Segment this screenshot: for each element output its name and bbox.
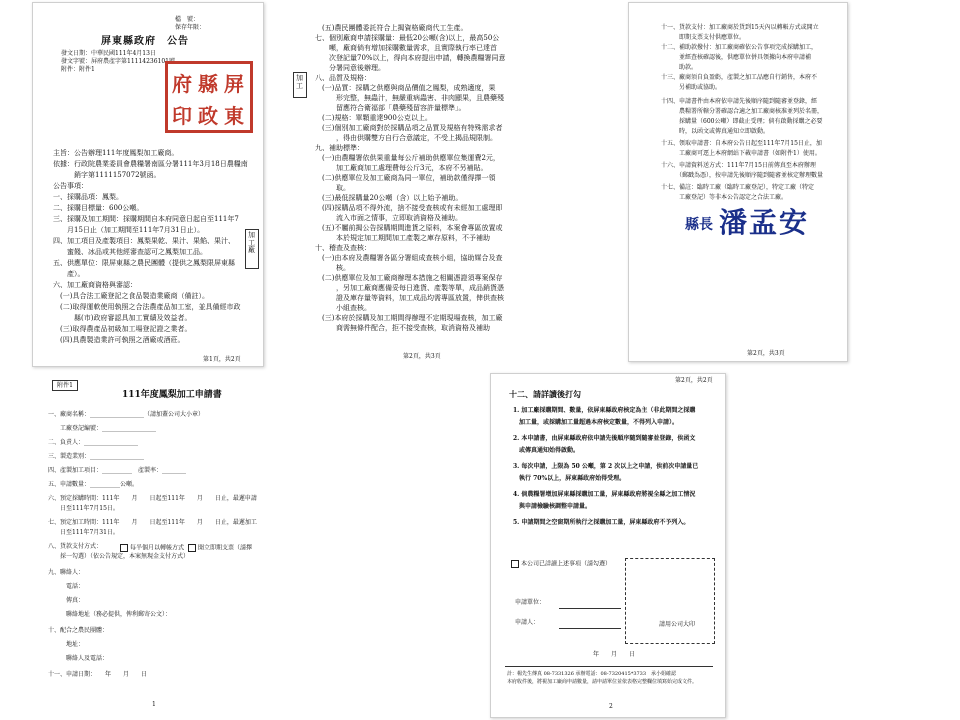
- footer-divider: [505, 666, 713, 667]
- text-line: 次登記量70%以上，得向本府提出申請，轉換農糧署同意: [315, 54, 506, 62]
- contact-info: 計：楊先生傳真 08-7331326 承辦電話：08-7320415*3733 承小姐確認: [507, 671, 677, 677]
- text-line: 十、稽查及查核：: [315, 244, 371, 252]
- notice-item-3: 3. 每次申請，上限為 50 公噸，第 2 次以上之申請，俟前次申請量已: [513, 463, 699, 470]
- text-line: 七、個別廠商申請採購量：最低20公噸(含)以上，最高50公: [315, 34, 500, 42]
- signature-title: 縣長: [685, 217, 713, 233]
- applicant-unit-line[interactable]: [559, 608, 621, 609]
- quantity-field[interactable]: 五、申請數量：__________公噸。: [48, 481, 139, 488]
- text-line: 即期支票支付供應單位。: [661, 34, 746, 41]
- announcement-title: 屏東縣政府 公告: [101, 36, 189, 47]
- notice-item-4: 4. 倘農糧署增加屏東縣採購加工量，屏東縣政府將視全縣之加工情況: [513, 491, 696, 498]
- attachment-label: 附件：附件1: [61, 66, 95, 73]
- text-line: ，得由供購雙方自行合意議定，不受上揭品規限制。: [315, 134, 497, 142]
- applicant-line[interactable]: [559, 628, 621, 629]
- text-line: 十五、領取申請書：自本府公告日起至111年7月15日止，加: [661, 140, 822, 147]
- issue-date: 發文日期：中華民國111年4月13日: [61, 50, 156, 57]
- application-form-page: [28, 372, 268, 718]
- purchase-period-note: 日至111年7月15日。: [48, 505, 119, 512]
- payment-method-note: 採一勾選）（依公告規定，本案無現金支付方式）: [48, 553, 190, 560]
- magistrate-signature: 潘孟安: [719, 206, 810, 239]
- text-line: (一)品質：採購之供應與商品價值之鳳梨，成熟適度，果: [315, 84, 496, 92]
- text-line: 三、採購及加工期間：採購期間自本府同意日起自至111年7: [53, 215, 239, 223]
- page-footer: 第1頁，共2頁: [203, 356, 241, 363]
- text-line: 農糧署所轄分署確認合適之加工廠商核准並列於名冊，: [661, 108, 824, 115]
- notice-item-2: 2. 本申請書，由屏東縣政府依申請先後順序隨到隨審並登錄，俟函文: [513, 435, 696, 442]
- text-line: (一)由本府及農糧署各區分署組成查核小組，協助媒合及查: [315, 254, 503, 262]
- text-line: 產）。: [53, 270, 85, 278]
- text-line: 月15日止（加工期間至111年7月31日止）。: [53, 226, 205, 234]
- page-number: 2: [609, 703, 613, 710]
- payment-option-check[interactable]: 開立即期支票（請擇: [188, 544, 252, 552]
- text-line: 八、品質及規格：: [315, 74, 371, 82]
- notice-heading: 十二、請詳讀後打勾: [509, 389, 581, 399]
- text-line: 流入市面之情事，立即取消資格及補助。: [315, 214, 462, 222]
- text-line: (二)規格：單顆重達900公克以上。: [315, 114, 432, 122]
- group-contact-field[interactable]: 聯絡人及電話：: [48, 655, 109, 662]
- margin-stamp: 加工: [293, 72, 307, 98]
- text-line: 小組查核。: [315, 304, 371, 312]
- text-line: 一、採購品項：鳳梨。: [53, 193, 123, 201]
- fax-field[interactable]: 傳真：: [48, 597, 85, 604]
- text-line: (五)農民團體委託符合上揭資格廠商代工生產。: [315, 24, 468, 32]
- text-line: 本於規定加工期間加工產製之庫存原料，不予補助: [315, 234, 490, 242]
- text-line: (二)取得運軟使用執照之合法農產品加工室，並具備經市政: [53, 303, 241, 311]
- text-line: 五、供應單位：限屏東縣之農民團體（提供之鳳梨限屏東縣: [53, 259, 235, 267]
- issue-number: 發文字號：屏府農產字第11114236101號: [61, 58, 175, 65]
- text-line: 公告事項：: [53, 182, 88, 190]
- checkbox-icon[interactable]: [120, 544, 128, 552]
- text-line: 蜜餞、冰品或其他經審查認可之鳳梨加工品。: [53, 248, 207, 256]
- text-line: 並經查核確認後，供應單位併具領據向本府申請補: [661, 54, 812, 61]
- company-name-field[interactable]: 一、廠商名稱：__________________（請加蓋公司大小章）: [48, 411, 205, 418]
- text-line: 十七、備註：臨時工廠（臨時工廠登記），特定工廠（特定: [661, 184, 815, 191]
- page-footer: 第2頁，共3頁: [747, 350, 785, 357]
- group-address-field[interactable]: 地址：: [48, 641, 85, 648]
- page-footer-top: 第2頁，共2頁: [675, 377, 713, 384]
- text-line: 形完整，無蟲汁，無嚴重病蟲害、非肉顯果，且農藥殘: [315, 94, 504, 102]
- confirm-checkbox[interactable]: 本公司已詳讀上述事項（請勾選）: [511, 560, 611, 568]
- page-number: 1: [152, 701, 156, 708]
- text-line: （郵戳為憑），按申請先後順序隨到隨審並核定辦理數量: [661, 172, 824, 179]
- county-government-seal: 屏 東 縣 政 府 印: [165, 61, 253, 133]
- text-line: 取。: [315, 184, 350, 192]
- text-line: 十二、補助款撥付：加工廠商確依公告事項完成採購加工，: [661, 44, 818, 51]
- margin-stamp: 加工廠: [245, 229, 259, 269]
- text-line: (一)具合法工廠登記之食品製造業廠商（備註）。: [53, 292, 209, 300]
- text-line: 六、加工廠商資格與審認：: [53, 281, 137, 289]
- text-line: 噸，廠商倘有增加採購數量需求，且實際執行率已達首: [315, 44, 497, 52]
- text-line: 工廠商可逕上本府網站下載申請書（如附件1）使用。: [661, 150, 821, 157]
- applicant-label: 申請人：: [515, 619, 540, 626]
- text-line: 採購量（600公噸）即截止受理；倘有啟動採購之必要: [661, 118, 823, 125]
- text-line: 依據：行政院農業委員會農糧署南區分署111年3月18日農糧南: [53, 160, 248, 168]
- applicant-unit-label: 申請單位：: [515, 599, 546, 606]
- text-line: (四)具農製造業許可執照之酒廠或酒莊。: [53, 336, 185, 344]
- announcement-page-2: [293, 2, 558, 367]
- checkbox-icon[interactable]: [511, 560, 519, 568]
- text-line: (二)供應單位及加工廠商為同一單位，補助款僅得擇一領: [315, 174, 496, 182]
- industry-type-field[interactable]: 三、製造業別：__________________: [48, 453, 145, 460]
- text-line: 留應符合衛福部「農藥殘留容許量標準」。: [315, 104, 466, 112]
- processing-period-note: 日至111年7月31日。: [48, 529, 119, 536]
- text-line: (三)最低採購量20公噸（含）以上始予補助。: [315, 194, 463, 202]
- text-line: (五)不屬前揭公告採購期間進貨之原料，本案會專區放置或: [315, 224, 503, 232]
- text-line: 核。: [315, 264, 350, 272]
- text-line: 助款。: [661, 64, 698, 71]
- attachment-badge: 附件1: [52, 380, 78, 391]
- form-title: 111年度鳳梨加工申請書: [122, 390, 222, 400]
- checkbox-icon[interactable]: [188, 544, 196, 552]
- notice-item-1-cont: 加工量，或採購加工量超過本府核定數量，不得列入申請）。: [513, 419, 679, 426]
- signature-date: 年 月 日: [593, 651, 636, 658]
- company-seal-box[interactable]: [625, 558, 715, 644]
- file-number: 檔 號：: [175, 16, 200, 23]
- processing-period-field[interactable]: 七、預定加工時間：111年 月 日起至111年 月 日止，最遲加工: [48, 519, 257, 526]
- processing-item-field[interactable]: 四、產製加工項目：__________ 產製率：________: [48, 467, 187, 474]
- text-line: 十六、申請資料送方式：111年7月15日前傳真至本府辦理: [661, 162, 816, 169]
- contact-person-field[interactable]: 九、聯絡人：: [48, 569, 85, 576]
- text-line: ，另加工廠商應備妥每日進貨、產製等單，成品銷貨憑: [315, 284, 504, 292]
- text-line: 四、加工項目及產製項目：鳳梨果乾、果汁、果餡、果汁、: [53, 237, 235, 245]
- text-line: 九、補助標準：: [315, 144, 364, 152]
- application-date-field[interactable]: 十一、申請日期： 年 月 日: [48, 671, 148, 678]
- text-line: 商需無條件配合，拒不接受查核，取消資格及補助: [315, 324, 490, 332]
- announcement-page-3: [628, 2, 848, 362]
- text-line: 二、採購目標量：600公噸。: [53, 204, 144, 212]
- text-line: 加工廠商加工處理費每公斤3元，本府不另補貼。: [315, 164, 488, 172]
- text-line: (三)取得農產品初級加工場登記證之業者。: [53, 325, 192, 333]
- retention-period: 保存年限：: [175, 24, 206, 31]
- address-field[interactable]: 聯絡地址（務必提供，俾利郵寄公文）：: [48, 611, 172, 618]
- text-line: 銷字第1111157072號函。: [53, 171, 161, 179]
- text-line: 工廠登記）等非本公告認定之合法工廠。: [661, 194, 788, 201]
- payment-option-transfer[interactable]: 每半個月以轉帳方式: [120, 544, 184, 552]
- text-line: 十四、申請書件由本府依申請先後順序隨到隨審並登錄，經: [661, 98, 818, 105]
- notice-item-5: 5. 申請期間之空窗期所執行之採購加工量，屏東縣政府不予列入。: [513, 519, 690, 526]
- text-line: 另補助或協助。: [661, 84, 722, 91]
- farmer-group-field[interactable]: 十、配合之農民團體：: [48, 627, 109, 634]
- text-line: 十一、貨款支付：加工廠商於貨到15天內以轉帳方式或開立: [661, 24, 819, 31]
- company-seal-label: 請用公司大印: [659, 621, 696, 628]
- purchase-period-field[interactable]: 六、預定採購時間：111年 月 日起至111年 月 日止，最遲申請: [48, 495, 257, 502]
- text-line: (三)本府於採購及加工期間得辦理不定期現場查核，加工廠: [315, 314, 503, 322]
- text-line: (三)個別加工廠商對於採購品項之品質及規格有特殊需求者: [315, 124, 503, 132]
- text-line: 主旨：公告辦理111年度鳳梨加工廠商。: [53, 149, 179, 157]
- responsible-person-field[interactable]: 二、負責人：__________________: [48, 439, 139, 446]
- notice-item-1: 1. 加工廠採購期間、數量，依屏東縣政府核定為主（非此期間之採購: [513, 407, 696, 414]
- payment-method-label: 八、貨款支付方式：: [48, 543, 103, 550]
- factory-registration-field[interactable]: 工廠登記編號：__________________: [48, 425, 157, 432]
- announcement-page-1: [32, 2, 264, 367]
- text-line: 十三、廠商須自負盈虧，產製之加工品應自行銷售，本府不: [661, 74, 818, 81]
- page-footer: 第2頁，共3頁: [403, 353, 441, 360]
- footer-note: 本府收件後，將視加工廠商申請數量，請申請單位並依表格完整欄位填寫始完成文件。: [507, 679, 698, 685]
- notice-page: [490, 373, 726, 718]
- notice-item-2-cont: 或傳真通知始得啟動。: [513, 447, 580, 454]
- text-line: (一)由農糧署依供果重量每公斤補助供應單位集運費2元，: [315, 154, 500, 162]
- text-line: (四)採購品項不得外流，捨不接受查核或有未經加工處理即: [315, 204, 503, 212]
- text-line: 時，以函文或傳真通知立即啟動。: [661, 128, 770, 135]
- text-line: 縣(市)政府審認具加工實績及效益者。: [53, 314, 192, 322]
- phone-field[interactable]: 電話：: [48, 583, 85, 590]
- text-line: (二)供應單位及加工廠商辦理本措施之相關憑證須專案保存: [315, 274, 503, 282]
- notice-item-3-cont: 執行 70%以上，屏東縣政府始得受理。: [513, 475, 626, 482]
- notice-item-4-cont: 與申請檢驗核調整申請量。: [513, 503, 592, 510]
- text-line: 分署同意後辦理。: [315, 64, 385, 72]
- text-line: 證及庫存量等資料，加工成品均需專區放置，俾供查核: [315, 294, 504, 302]
